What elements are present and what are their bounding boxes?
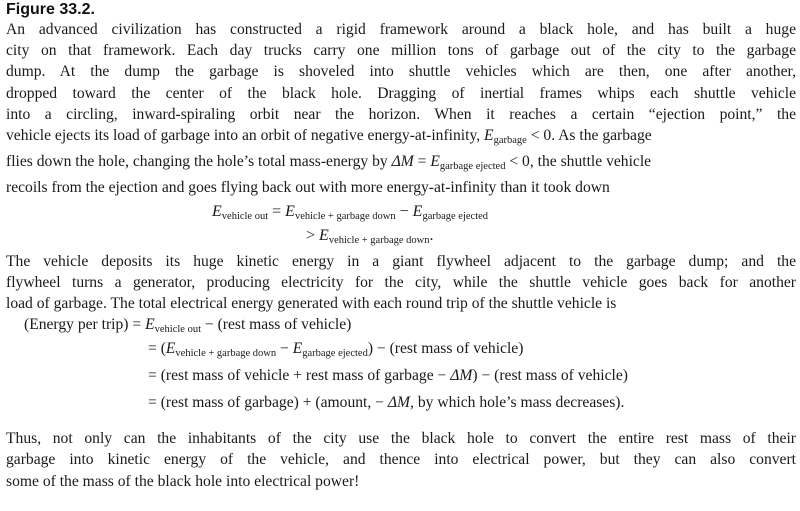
math-symbol: E: [165, 340, 176, 358]
text-line: dump. At the dump the garbage is shoveled into shuttle vehicles which are then, one after another,: [6, 63, 796, 81]
subscript: vehicle + garbage down: [328, 234, 430, 246]
math-symbol: ΔM: [387, 394, 411, 412]
equation-1: [6, 199, 796, 251]
math-symbol: ΔM: [391, 153, 414, 171]
math-symbol: ΔM: [450, 367, 473, 385]
equation-line: [212, 203, 488, 222]
equation-line: [24, 316, 351, 335]
text-run: , by which hole’s mass decreases).: [410, 394, 625, 412]
text-line: load of garbage. The total electrical energy generated with each round trip of the shuttle vehicle is: [6, 295, 617, 313]
math-symbol: E: [285, 202, 295, 220]
text-line: recoils from the ejection and goes flying back out with more energy-at-infinity than it took down: [6, 179, 610, 197]
equation-line: [148, 394, 624, 412]
math-symbol: E: [145, 316, 155, 334]
math-symbol: E: [412, 202, 423, 220]
text-run: ) − (rest mass of vehicle): [367, 340, 524, 358]
operator: −: [395, 202, 413, 220]
text-run: − (rest mass of vehicle): [200, 316, 352, 334]
paragraph-2: [6, 251, 796, 315]
math-symbol: E: [212, 202, 222, 220]
operator: −: [276, 340, 293, 358]
text-line: An advanced civilization has constructed a rigid framework around a black hole, and has built a huge: [6, 21, 796, 38]
math-symbol: E: [292, 340, 303, 358]
equation-line: [148, 340, 523, 359]
text-line: flywheel turns a generator, producing electricity for the city, while the shuttle vehicle goes back for another: [6, 273, 796, 291]
operator: =: [268, 202, 286, 220]
subscript: garbage ejected: [422, 210, 489, 222]
subscript: garbage ejected: [439, 161, 506, 173]
document-page: [6, 0, 796, 492]
math-symbol: E: [484, 127, 494, 145]
energy-equation: [6, 314, 796, 424]
math-symbol: E: [430, 153, 440, 171]
text-line: into a circling, inward-spiraling orbit near the horizon. When it reaches a certain “ejection point,” the: [6, 105, 796, 123]
text-line: The vehicle deposits its huge kinetic energy in a giant flywheel adjacent to the garbage dump; and the: [6, 252, 796, 270]
figure-title: Figure 33.2.: [6, 1, 95, 18]
subscript: vehicle + garbage down: [175, 348, 277, 360]
text-line: some of the mass of the black hole into electrical power!: [6, 472, 360, 490]
text-run: =: [413, 153, 431, 171]
subscript: garbage ejected: [302, 348, 368, 360]
operator: >: [306, 226, 320, 244]
text-run: = (rest mass of garbage) + (amount, −: [148, 394, 388, 412]
text-run: < 0. As the garbage: [526, 127, 652, 145]
subscript: vehicle out: [221, 210, 269, 222]
paragraph-3: [6, 428, 796, 492]
text-line: [6, 125, 796, 151]
subscript: garbage: [493, 135, 527, 147]
paragraph-1: [6, 19, 796, 199]
punctuation: .: [429, 226, 434, 244]
subscript: vehicle out: [154, 324, 201, 336]
subscript: vehicle + garbage down: [294, 210, 396, 222]
text-run: = (: [148, 340, 166, 358]
text-run: < 0, the shuttle vehicle: [505, 153, 652, 171]
text-line: Thus, not only can the inhabitants of the city use the black hole to convert the entire rest mass of their: [6, 430, 796, 448]
text-line: city on that framework. Each day trucks carry one million tons of garbage out of the city to the garbage: [6, 42, 796, 60]
text-line: [6, 151, 796, 177]
equation-line: [306, 227, 434, 246]
text-run: flies down the hole, changing the hole’s total mass-energy by: [6, 153, 392, 171]
math-symbol: E: [319, 226, 329, 244]
text-run: vehicle ejects its load of garbage into an orbit of negative energy-at-infinity,: [6, 127, 485, 145]
text-line: garbage into kinetic energy of the vehicle, and thence into electrical power, but they can also convert: [6, 451, 796, 469]
text-run: ) − (rest mass of vehicle): [472, 367, 628, 385]
text-run: = (rest mass of vehicle + rest mass of garbage −: [148, 367, 451, 385]
equation-line: [148, 367, 628, 385]
text-run: (Energy per trip) =: [24, 316, 146, 334]
text-line: dropped toward the center of the black hole. Dragging of inertial frames whips each shuttle vehicle: [6, 84, 796, 102]
